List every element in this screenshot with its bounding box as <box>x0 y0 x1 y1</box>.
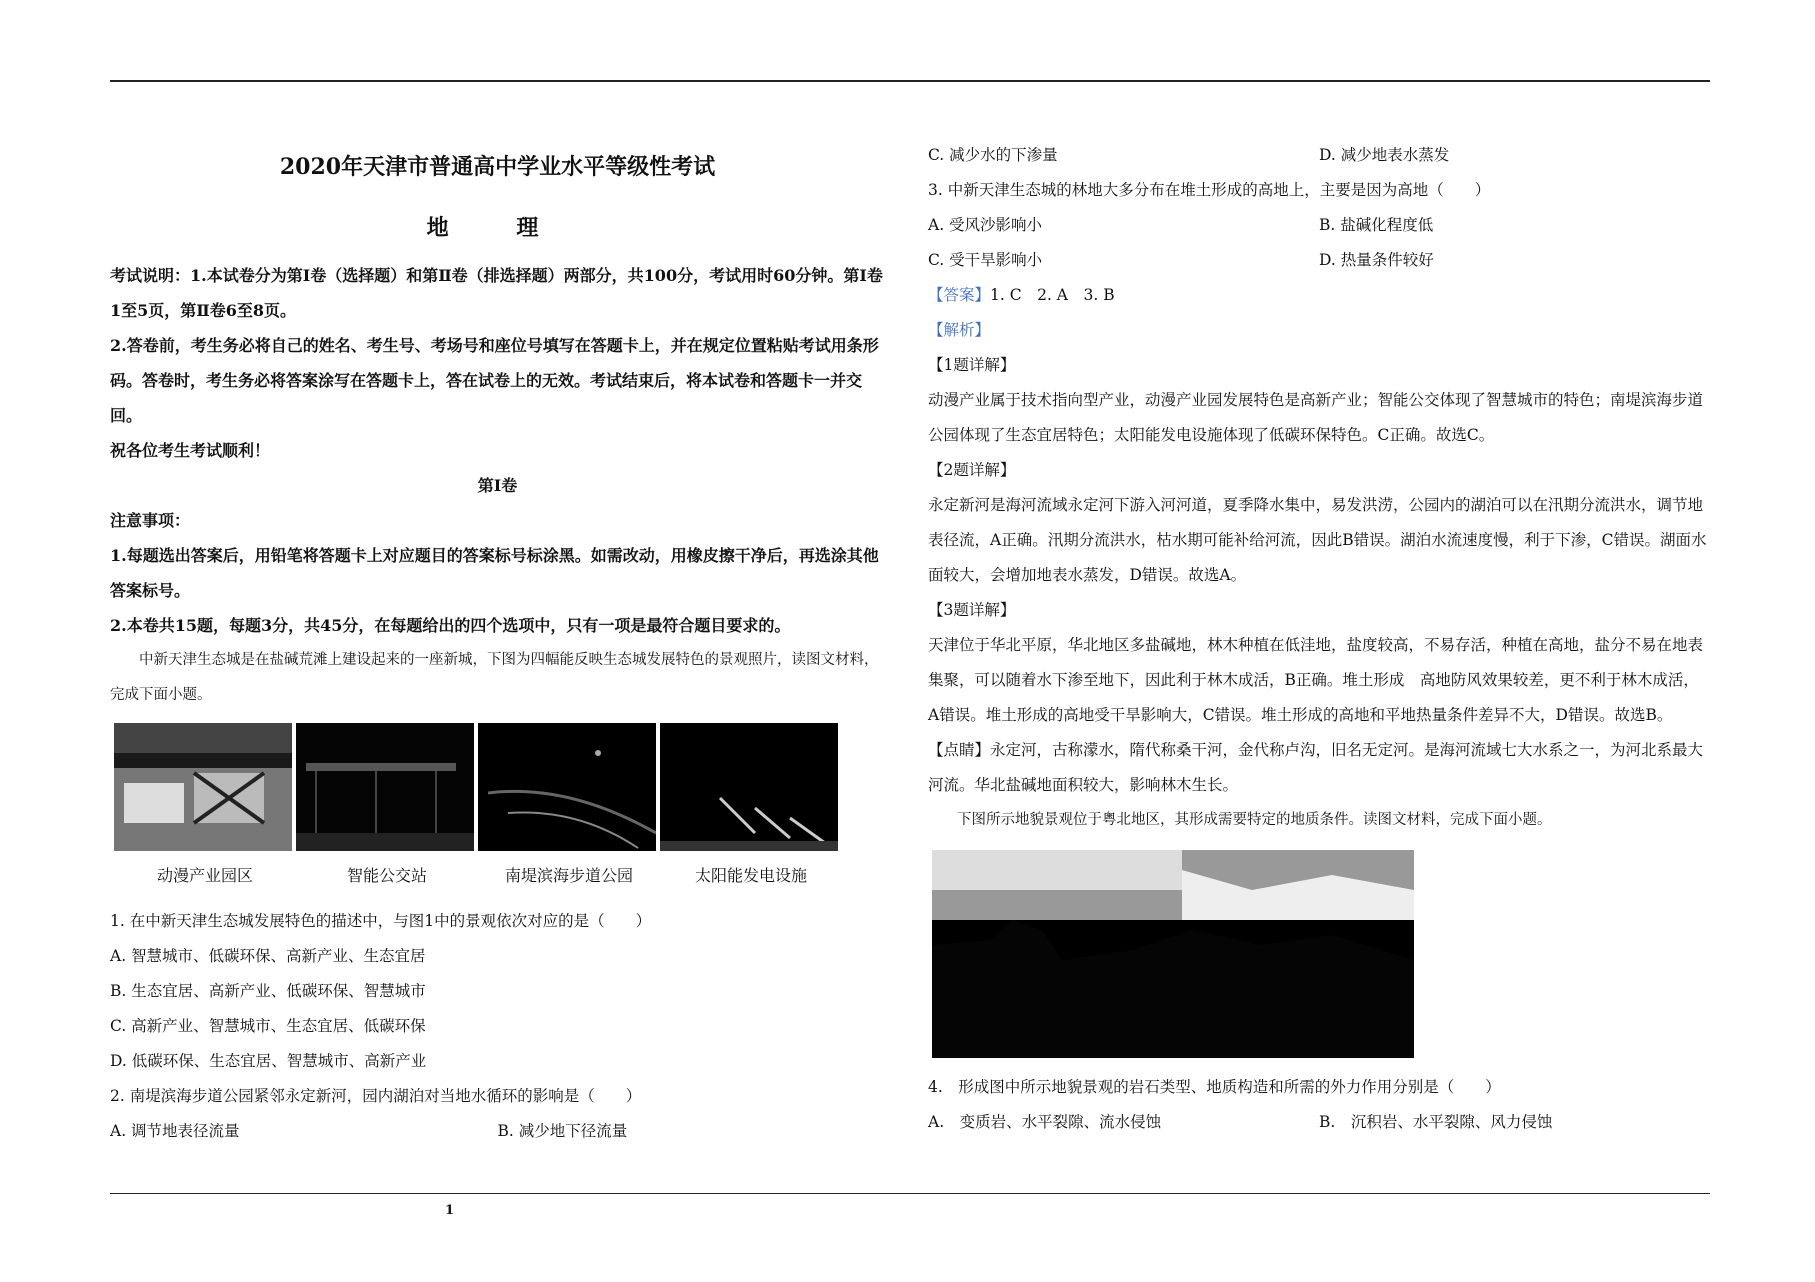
q2-options-ab <box>110 1114 885 1149</box>
answer-label: 【答案】 <box>928 286 991 304</box>
tip-label: 【点睛】 <box>928 741 991 759</box>
page-number: 1 <box>445 1203 455 1218</box>
exam-title: 2020年天津市普通高中学业水平等级性考试 <box>279 154 716 180</box>
detail-2-text: 永定新河是海河流域永定河下游入河河道，夏季降水集中，易发洪涝，公园内的湖泊可以在汛期分流洪水，调节地表径流，A正确。汛期分流洪水，枯水期可能补给河流，因此B错误。湖泊水流速度慢，利于下渗，C错误。湖面水面较大，会增加地表水蒸发，D错误。故选A。 <box>928 496 1707 584</box>
note-1: 1.每题选出答案后，用铅笔将答题卡上对应题目的答案标号标涂黑。如需改动，用橡皮擦干净后，再选涂其他答案标号。 <box>110 546 879 600</box>
landform-photo <box>932 850 1414 1058</box>
q4-option-a: A. 变质岩、水平裂隙、流水侵蚀 <box>928 1113 1162 1131</box>
q3-option-c: C. 受干旱影响小 <box>928 251 1043 269</box>
answer-line <box>928 278 1710 313</box>
detail-2-label: 【2题详解】 <box>928 461 1016 479</box>
detail-1-label: 【1题详解】 <box>928 356 1016 374</box>
photo-animation-park <box>114 723 292 851</box>
analysis-label: 【解析】 <box>928 321 991 339</box>
photo-captions <box>114 863 885 886</box>
caption-4: 太阳能发电设施 <box>694 866 807 885</box>
subject-title: 地 理 <box>426 215 569 241</box>
q3-option-a: A. 受风沙影响小 <box>928 216 1043 234</box>
photo-smart-bus-stop <box>296 723 474 851</box>
detail-3-label: 【3题详解】 <box>928 601 1016 619</box>
passage-2: 下图所示地貌景观位于粤北地区，其形成需要特定的地质条件。读图文材料，完成下面小题。 <box>957 812 1552 828</box>
caption-2: 智能公交站 <box>346 866 427 885</box>
q1-option-b: B. 生态宜居、高新产业、低碳环保、智慧城市 <box>110 982 426 1000</box>
note-2: 2.本卷共15题，每题3分，共45分，在每题给出的四个选项中，只有一项是最符合题目要求的。 <box>110 616 791 635</box>
photo-seaside-walkway <box>478 723 656 851</box>
instruction-1: 考试说明：1.本试卷分为第Ⅰ卷（选择题）和第Ⅱ卷（排选择题）两部分，共100分，考试用时60分钟。第Ⅰ卷1至5页，第Ⅱ卷6至8页。 <box>110 266 883 320</box>
tip-paragraph <box>928 733 1710 803</box>
caption-1: 动漫产业园区 <box>156 866 253 885</box>
right-column <box>928 138 1710 1140</box>
q2-option-b: B. 减少地下径流量 <box>497 1122 628 1140</box>
q2-stem: 2. 南堤滨海步道公园紧邻永定新河，园内湖泊对当地水循环的影响是（ ） <box>110 1087 642 1105</box>
detail-3-text: 天津位于华北平原，华北地区多盐碱地，林木种植在低洼地，盐度较高，不易存活，种植在高地，盐分不易在地表集聚，可以随着水下渗至地下，因此利于林木成活，B正确。堆土形成 高地防风效果较差，更不利于林木成活，A错误。堆土形成的高地受干旱影响大，C错误。堆土形成的高地和平地热量条件差异不大，D错误。故选B。 <box>928 636 1704 724</box>
q3-stem: 3. 中新天津生态城的林地大多分布在堆土形成的高地上，主要是因为高地（ ） <box>928 181 1491 199</box>
photo-solar-facility <box>660 723 838 851</box>
q2-option-d: D. 减少地表水蒸发 <box>1319 146 1450 164</box>
q3-option-b: B. 盐碱化程度低 <box>1319 216 1434 234</box>
caption-3: 南堤滨海步道公园 <box>504 866 633 885</box>
bottom-rule <box>110 1193 1710 1194</box>
instruction-3: 祝各位考生考试顺利！ <box>110 441 271 460</box>
q1-option-d: D. 低碳环保、生态宜居、智慧城市、高新产业 <box>110 1052 427 1070</box>
q4-stem: 4. 形成图中所示地貌景观的岩石类型、地质构造和所需的外力作用分别是（ ） <box>928 1078 1501 1096</box>
q2-options-cd <box>928 138 1710 173</box>
q4-options-ab <box>928 1105 1710 1140</box>
q2-option-c: C. 减少水的下渗量 <box>928 146 1058 164</box>
passage-1: 中新天津生态城是在盐碱荒滩上建设起来的一座新城，下图为四幅能反映生态城发展特色的景观照片，读图文材料，完成下面小题。 <box>110 652 879 703</box>
answer-text: 1. C 2. A 3. B <box>990 286 1115 304</box>
section-heading: 第Ⅰ卷 <box>477 476 518 495</box>
q1-stem: 1. 在中新天津生态城发展特色的描述中，与图1中的景观依次对应的是（ ） <box>110 912 652 930</box>
instruction-2: 2.答卷前，考生务必将自己的姓名、考生号、考场号和座位号填写在答题卡上，并在规定位置粘贴考试用条形码。答卷时，考生务必将答案涂写在答题卡上，答在试卷上的无效。考试结束后，将本试卷和答题卡一并交回。 <box>110 336 879 425</box>
q2-option-a: A. 调节地表径流量 <box>110 1122 240 1140</box>
left-column <box>110 138 885 1149</box>
q3-options-cd <box>928 243 1710 278</box>
q3-option-d: D. 热量条件较好 <box>1319 251 1434 269</box>
top-rule <box>110 80 1710 82</box>
q4-option-b: B. 沉积岩、水平裂隙、风力侵蚀 <box>1319 1113 1553 1131</box>
photo-row <box>114 723 885 851</box>
tip-text: 永定河，古称濛水，隋代称桑干河，金代称卢沟，旧名无定河。是海河流域七大水系之一，为河北系最大河流。华北盐碱地面积较大，影响林木生长。 <box>928 741 1704 794</box>
q1-option-c: C. 高新产业、智慧城市、生态宜居、低碳环保 <box>110 1017 426 1035</box>
detail-1-text: 动漫产业属于技术指向型产业，动漫产业园发展特色是高新产业；智能公交体现了智慧城市的特色；南堤滨海步道公园体现了生态宜居特色；太阳能发电设施体现了低碳环保特色。C正确。故选C。 <box>928 391 1704 444</box>
notes-title: 注意事项： <box>110 511 191 530</box>
q3-options-ab <box>928 208 1710 243</box>
q1-option-a: A. 智慧城市、低碳环保、高新产业、生态宜居 <box>110 947 426 965</box>
